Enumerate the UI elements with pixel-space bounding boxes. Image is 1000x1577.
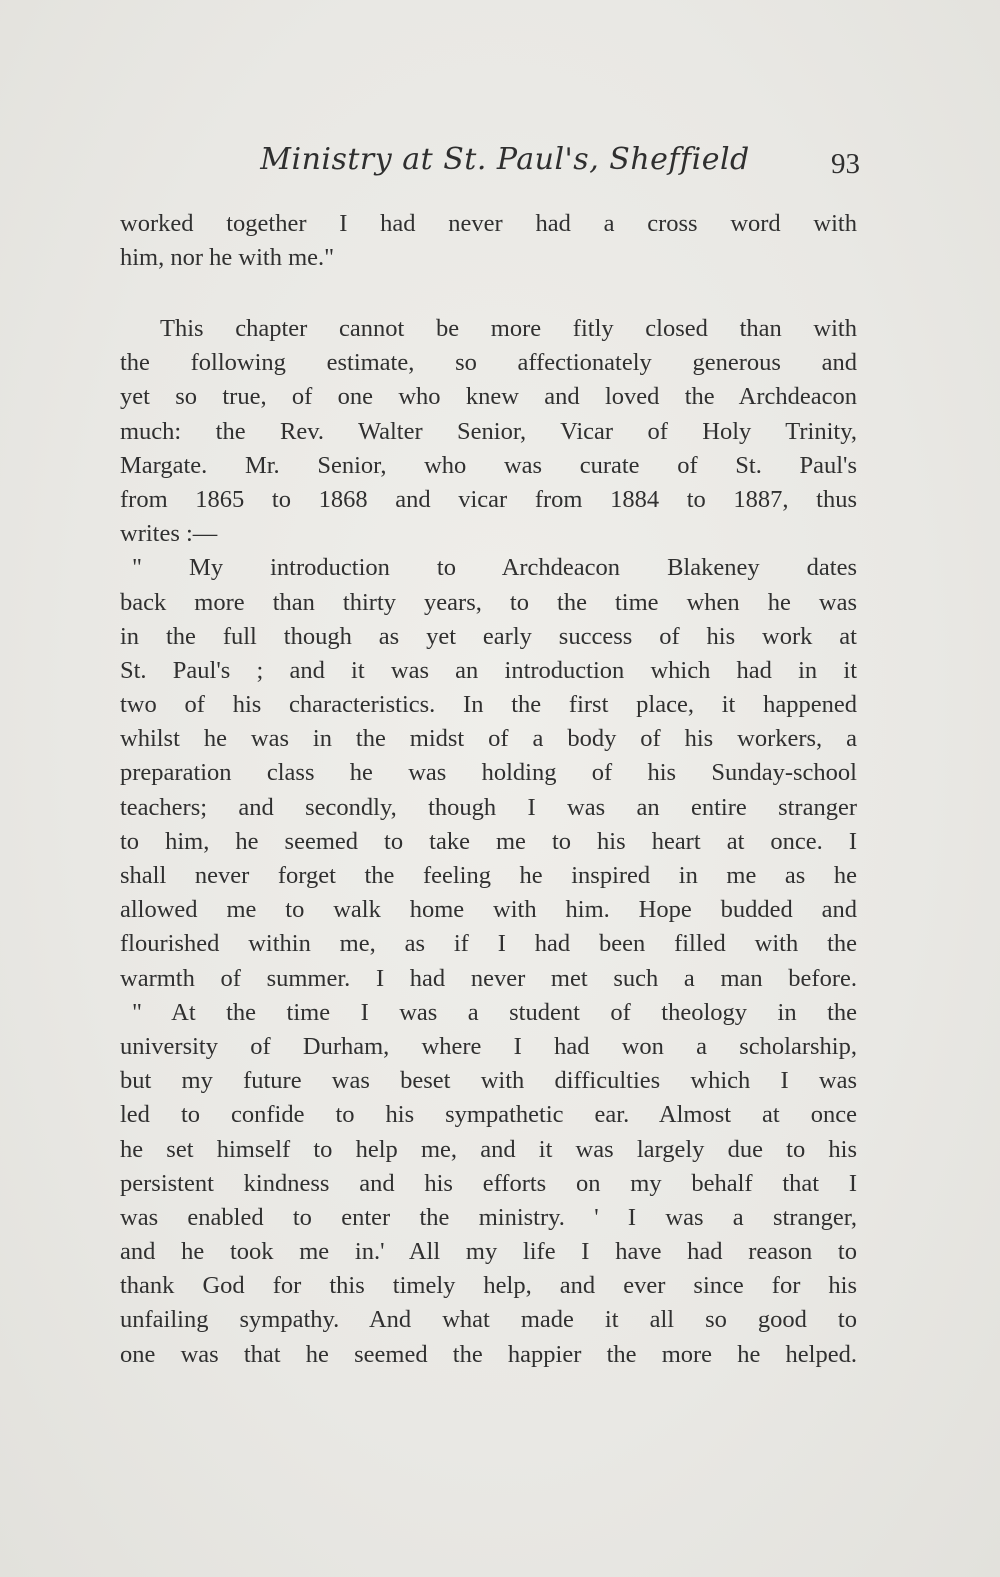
text-line: preparation class he was holding of his Sunday-school bbox=[120, 759, 857, 787]
text-line: " My introduction to Archdeacon Blakeney dates bbox=[132, 554, 857, 582]
text-line: he set himself to help me, and it was largely due to his bbox=[120, 1135, 857, 1163]
text-line: but my future was beset with difficulties which I was bbox=[120, 1067, 857, 1095]
text-line: Margate. Mr. Senior, who was curate of St. Paul's bbox=[120, 451, 857, 479]
text-line: unfailing sympathy. And what made it all so good to bbox=[120, 1306, 857, 1334]
text-line: university of Durham, where I had won a scholarship, bbox=[120, 1032, 857, 1060]
text-line: warmth of summer. I had never met such a man before. bbox=[120, 964, 857, 992]
text-line: teachers; and secondly, though I was an entire stranger bbox=[120, 793, 857, 821]
text-line: allowed me to walk home with him. Hope budded and bbox=[120, 896, 857, 924]
text-line: the following estimate, so affectionately generous and bbox=[120, 349, 857, 377]
page-number: 93 bbox=[831, 148, 860, 180]
body-text bbox=[120, 312, 857, 1372]
text-line: St. Paul's ; and it was an introduction which had in it bbox=[120, 656, 857, 684]
text-line: worked together I had never had a cross word with bbox=[120, 210, 857, 237]
text-line: persistent kindness and his efforts on my behalf that I bbox=[120, 1169, 857, 1197]
text-line: thank God for this timely help, and ever since for his bbox=[120, 1272, 857, 1300]
text-line: back more than thirty years, to the time when he was bbox=[120, 588, 857, 616]
text-line: two of his characteristics. In the first place, it happened bbox=[120, 691, 857, 719]
text-line: This chapter cannot be more fitly closed than with bbox=[160, 315, 857, 342]
text-line: in the full though as yet early success of his work at bbox=[120, 622, 857, 650]
text-line: from 1865 to 1868 and vicar from 1884 to 1887, thus bbox=[120, 485, 857, 513]
text-line: flourished within me, as if I had been filled with the bbox=[120, 930, 857, 958]
text-line: led to confide to his sympathetic ear. Almost at once bbox=[120, 1101, 857, 1129]
text-line: him, nor he with me." bbox=[120, 244, 335, 272]
text-line: writes :— bbox=[120, 520, 218, 548]
text-line: whilst he was in the midst of a body of his workers, a bbox=[120, 725, 857, 753]
text-line: one was that he seemed the happier the more he helped. bbox=[120, 1340, 857, 1368]
text-line: " At the time I was a student of theology in the bbox=[132, 998, 857, 1026]
text-line: to him, he seemed to take me to his heart at once. I bbox=[120, 827, 857, 855]
continuation-paragraph bbox=[120, 207, 857, 275]
text-line: yet so true, of one who knew and loved the Archdeacon bbox=[120, 383, 857, 411]
text-line: was enabled to enter the ministry. ' I was a stranger, bbox=[120, 1203, 857, 1231]
running-title: Ministry at St. Paul's, Sheffield bbox=[260, 142, 750, 177]
text-line: shall never forget the feeling he inspired in me as he bbox=[120, 862, 857, 889]
text-line: and he took me in.' All my life I have had reason to bbox=[120, 1238, 857, 1266]
text-line: much: the Rev. Walter Senior, Vicar of Holy Trinity, bbox=[120, 417, 857, 445]
